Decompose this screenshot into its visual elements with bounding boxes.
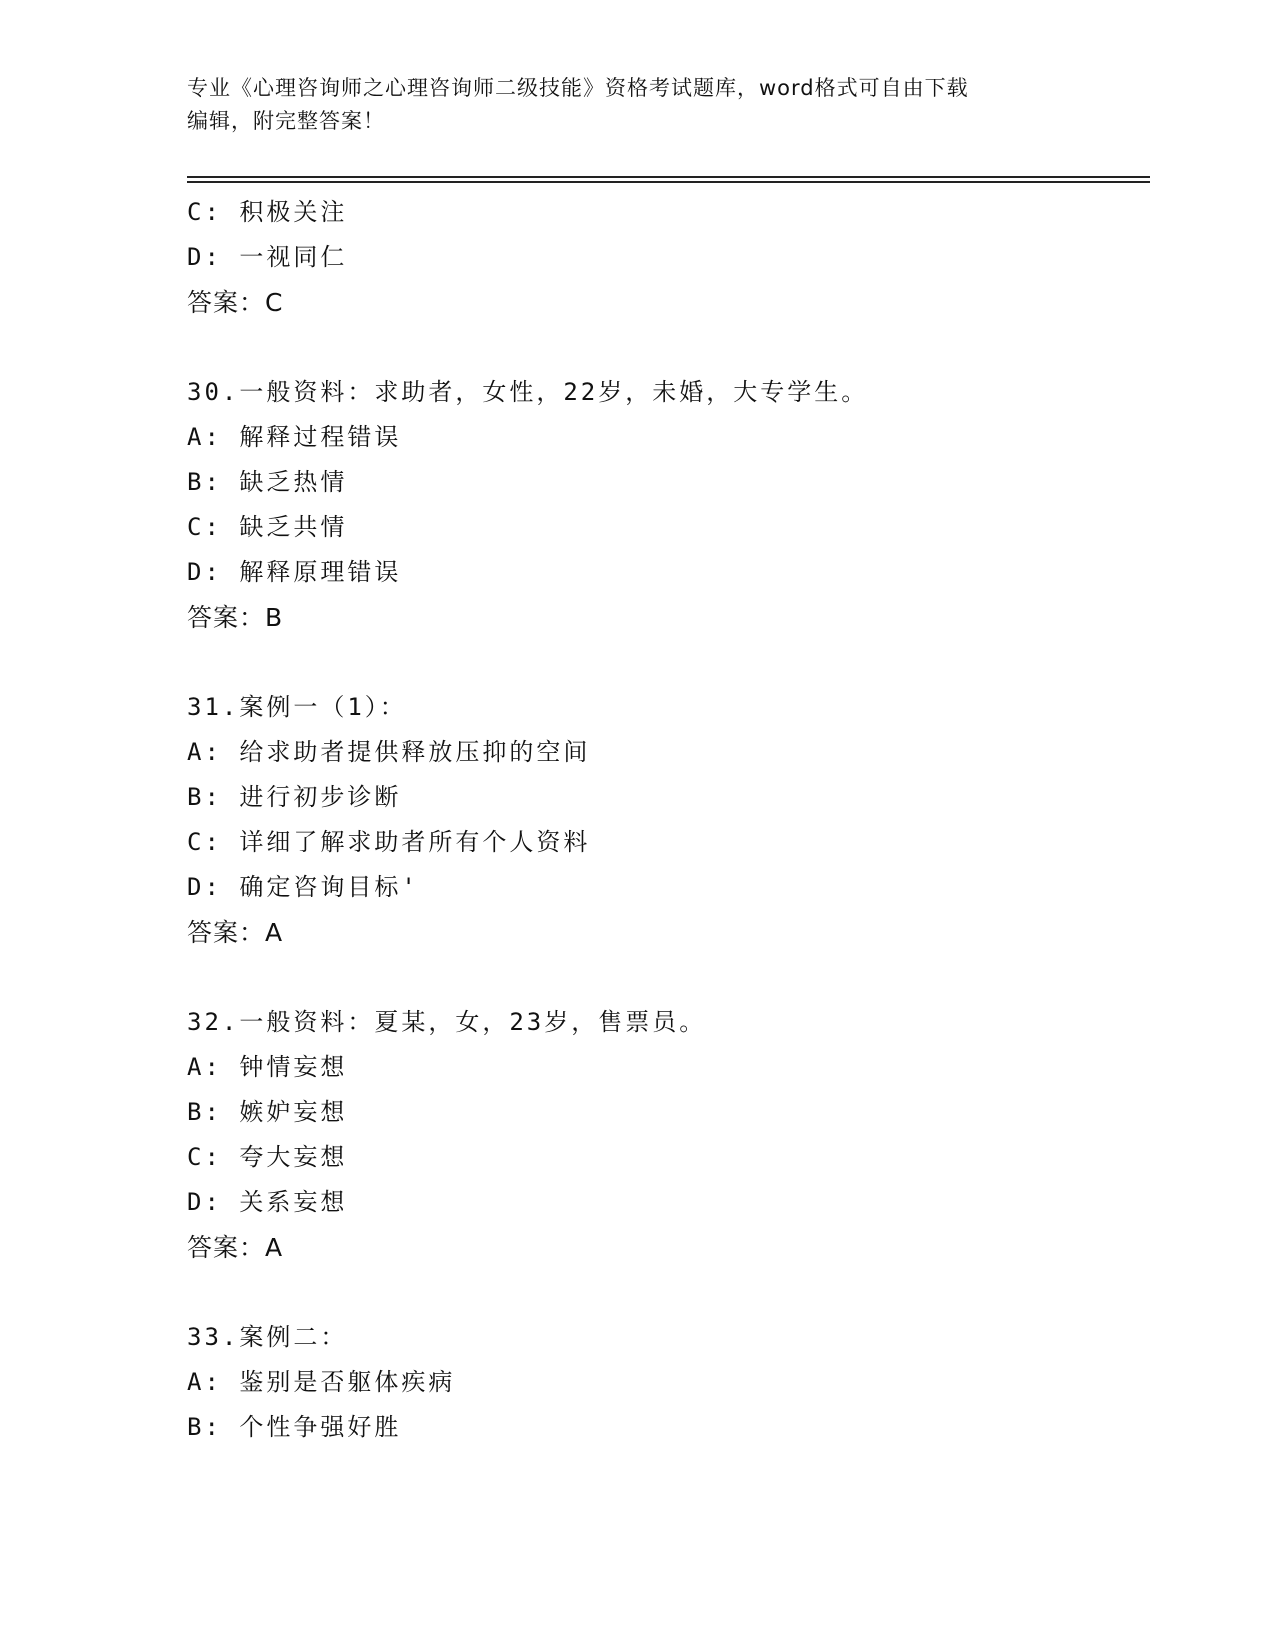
question-stem: 32.一般资料：夏某，女，23岁，售票员。	[187, 1008, 707, 1036]
question-30	[187, 370, 1147, 643]
answer-line: 答案：A	[187, 918, 284, 947]
option-b: B: 个性争强好胜	[187, 1413, 402, 1441]
question-31	[187, 685, 1147, 958]
header-divider-bottom	[187, 181, 1150, 183]
question-stem: 33.案例二：	[187, 1323, 348, 1351]
header-line-1: 专业《心理咨询师之心理咨询师二级技能》资格考试题库，word格式可自由下载	[187, 76, 969, 100]
option-a: A: 钟情妄想	[187, 1053, 348, 1081]
question-stem: 30.一般资料：求助者，女性，22岁，未婚，大专学生。	[187, 378, 869, 406]
spacer	[187, 1273, 1147, 1315]
option-b: B: 嫉妒妄想	[187, 1098, 348, 1126]
question-list	[187, 190, 1147, 1450]
option-c: C: 夸大妄想	[187, 1143, 348, 1171]
answer-line: 答案：B	[187, 603, 284, 632]
option-c: C: 缺乏共情	[187, 513, 348, 541]
option-d: D: 关系妄想	[187, 1188, 348, 1216]
spacer	[187, 958, 1147, 1000]
option-d: D: 一视同仁	[187, 243, 348, 271]
option-d: D: 解释原理错误	[187, 558, 402, 586]
option-a: A: 解释过程错误	[187, 423, 402, 451]
header-line-2: 编辑，附完整答案！	[187, 109, 385, 133]
question-stem: 31.案例一（1）：	[187, 693, 407, 721]
option-a: A: 鉴别是否躯体疾病	[187, 1368, 456, 1396]
option-c: C: 详细了解求助者所有个人资料	[187, 828, 591, 856]
document-header	[187, 72, 1087, 138]
option-b: B: 缺乏热情	[187, 468, 348, 496]
option-b: B: 进行初步诊断	[187, 783, 402, 811]
answer-line: 答案：A	[187, 1233, 284, 1262]
option-a: A: 给求助者提供释放压抑的空间	[187, 738, 591, 766]
option-c: C: 积极关注	[187, 198, 348, 226]
header-divider-top	[187, 176, 1150, 178]
answer-line: 答案：C	[187, 288, 284, 317]
question-29-partial	[187, 190, 1147, 328]
spacer	[187, 328, 1147, 370]
option-d: D: 确定咨询目标'	[187, 873, 419, 901]
spacer	[187, 643, 1147, 685]
question-33	[187, 1315, 1147, 1450]
question-32	[187, 1000, 1147, 1273]
